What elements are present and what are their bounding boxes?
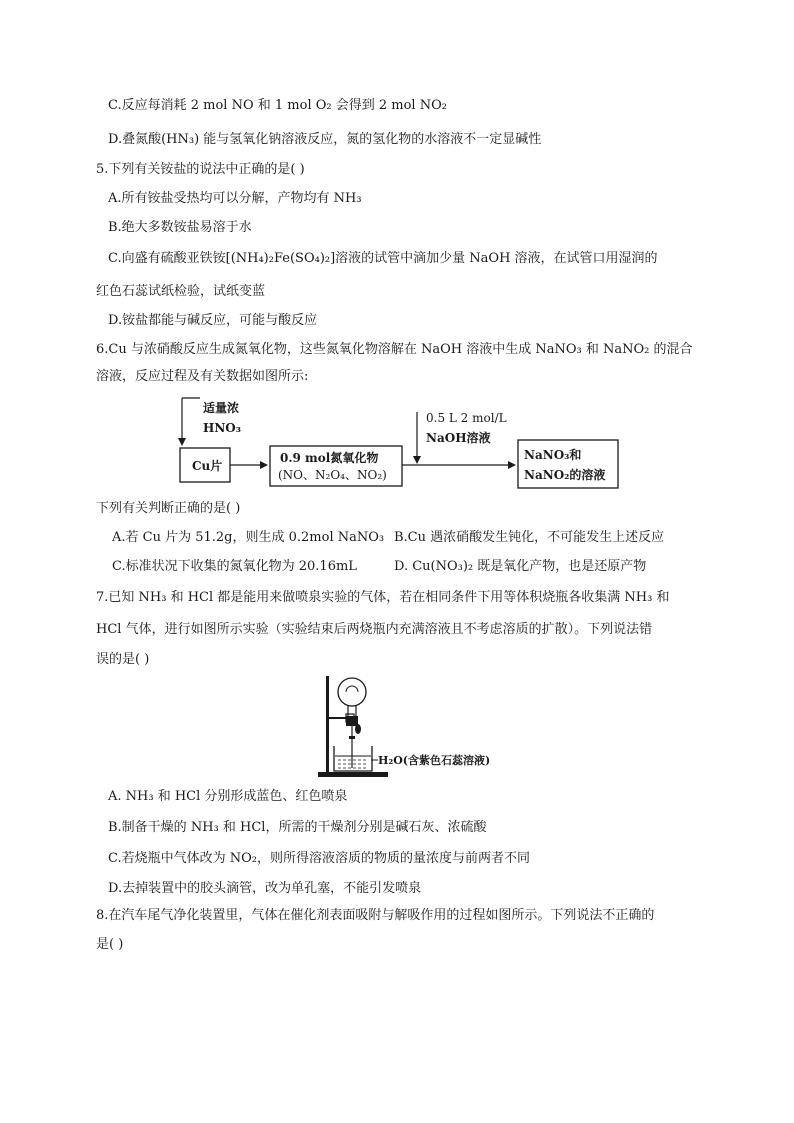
reagent2-line1: 0.5 L 2 mol/L (426, 411, 507, 425)
box2-line2: (NO、N₂O₄、NO₂) (278, 468, 387, 482)
q7-stem-cont-1: HCl 气体，进行如图所示实验（实验结束后两烧瓶内充满溶液且不考虑溶质的扩散）。下列说法错 (96, 622, 653, 637)
q6-option-d: D. Cu(NO₃)₂ 既是氧化产物，也是还原产物 (394, 559, 647, 574)
q6-option-c: C.标准状况下收集的氮氧化物为 20.16mL (112, 559, 357, 574)
reagent2-line2: NaOH溶液 (426, 431, 491, 445)
q7-option-b: B.制备干燥的 NH₃ 和 HCl，所需的干燥剂分别是碱石灰、浓硫酸 (108, 820, 487, 835)
flask (338, 678, 366, 706)
q7-stem: 7.已知 NH₃ 和 HCl 都是能用来做喷泉实验的气体，若在相同条件下用等体积烧瓶各收集满 NH₃ 和 (96, 590, 670, 605)
box3-line2: NaNO₂的溶液 (524, 468, 606, 482)
q5-option-d: D.铵盐都能与碱反应，可能与酸反应 (108, 313, 318, 328)
beaker (334, 746, 372, 771)
q7-option-d: D.去掉装置中的胶头滴管，改为单孔塞，不能引发喷泉 (108, 881, 422, 896)
q7-option-c: C.若烧瓶中气体改为 NO₂，则所得溶液溶质的物质的量浓度与前两者不同 (108, 851, 530, 866)
box2-line1: 0.9 mol氮氧化物 (280, 451, 379, 465)
stand-pole (326, 676, 329, 773)
q8-stem: 8.在汽车尾气净化装置里，气体在催化剂表面吸附与解吸作用的过程如图所示。下列说法不正确的 (96, 908, 655, 923)
q7-option-a: A. NH₃ 和 HCl 分别形成蓝色、红色喷泉 (108, 789, 348, 804)
arrowhead-1 (178, 438, 186, 446)
q8-stem-cont: 是( ) (96, 937, 124, 952)
q6-stem: 6.Cu 与浓硝酸反应生成氮氧化物，这些氮氧化物溶解在 NaOH 溶液中生成 NaNO₃ 和 NaNO₂ 的混合 (96, 342, 693, 357)
q5-option-b: B.绝大多数铵盐易溶于水 (108, 220, 252, 235)
q5-option-c: C.向盛有硫酸亚铁铵[(NH₄)₂Fe(SO₄)₂]溶液的试管中滴加少量 NaOH 溶液，在试管口用湿润的 (108, 251, 658, 266)
reagent1-line2: HNO₃ (203, 421, 242, 435)
q5-option-a: A.所有铵盐受热均可以分解，产物均有 NH₃ (108, 191, 362, 206)
q6-option-a: A.若 Cu 片为 51.2g，则生成 0.2mol NaNO₃ (112, 530, 385, 545)
box3-line1: NaNO₃和 (524, 448, 582, 462)
rubber-stopper (346, 716, 358, 726)
q6-ask: 下列有关判断正确的是( ) (96, 501, 241, 516)
q4-option-d: D.叠氮酸(HN₃) 能与氢氧化钠溶液反应，氮的氢化物的水溶液不一定显碱性 (108, 132, 542, 147)
q4-option-c: C.反应每消耗 2 mol NO 和 1 mol O₂ 会得到 2 mol NO₂ (108, 98, 447, 113)
q7-stem-cont-2: 误的是( ) (96, 652, 150, 667)
q6-stem-cont: 溶液，反应过程及有关数据如图所示: (96, 369, 309, 384)
q5-stem: 5.下列有关铵盐的说法中正确的是( ) (96, 162, 305, 177)
cu-box-label: Cu片 (192, 459, 223, 473)
dropper-bulb (355, 724, 361, 734)
q6-process-diagram (170, 392, 650, 494)
water-label: H₂O(含紫色石蕊溶液) (378, 754, 491, 767)
fountain-apparatus-figure (312, 672, 502, 782)
q5-option-c-cont: 红色石蕊试纸检验，试纸变蓝 (96, 284, 266, 299)
q6-option-b: B.Cu 遇浓硝酸发生钝化，不可能发生上述反应 (394, 530, 665, 545)
reagent1-line1: 适量浓 (203, 401, 240, 415)
